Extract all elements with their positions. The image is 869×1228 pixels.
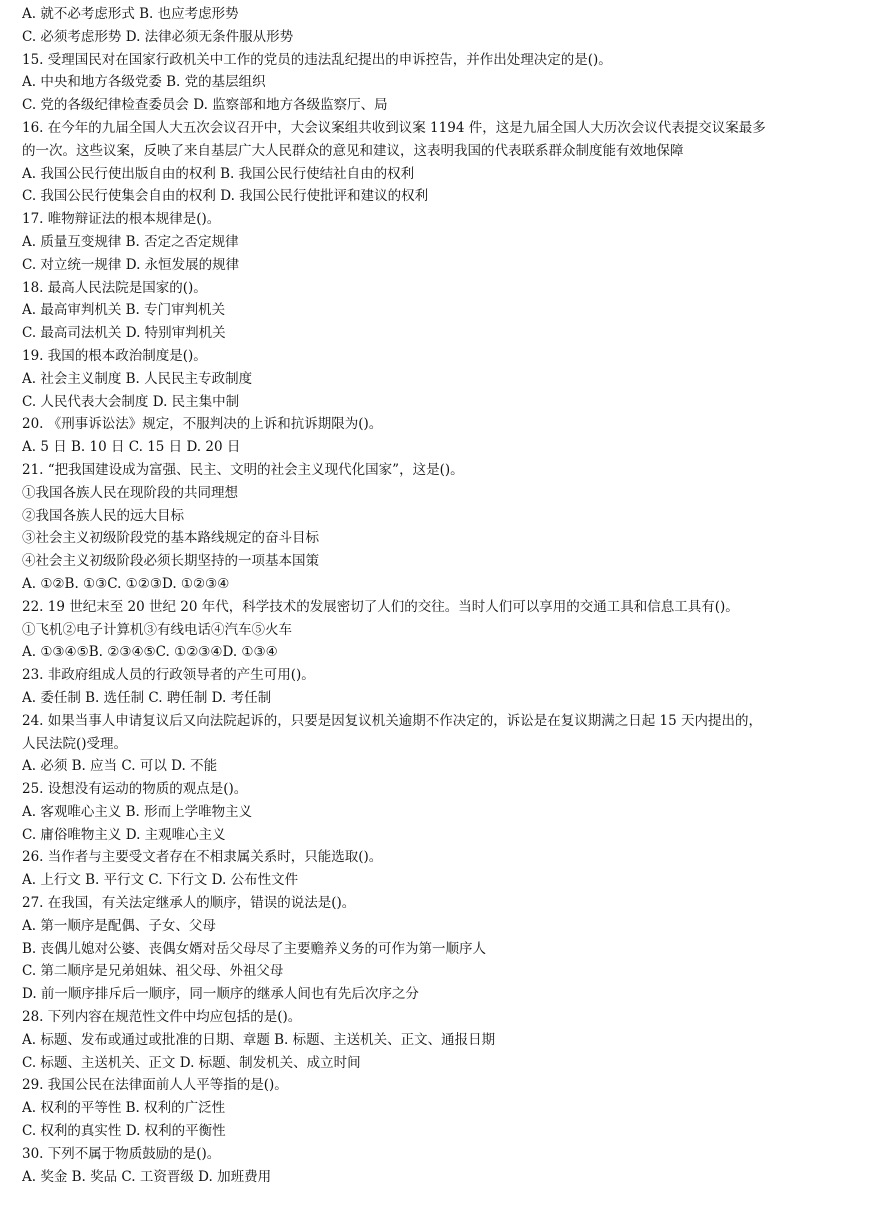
- question-line: 30. 下列不属于物质鼓励的是()。: [22, 1145, 221, 1162]
- statement-item-line: ③社会主义初级阶段党的基本路线规定的奋斗目标: [22, 530, 319, 547]
- answer-option-line: C. 党的各级纪律检查委员会 D. 监察部和地方各级监察厅、局: [22, 97, 388, 114]
- answer-option-line: A. 第一顺序是配偶、子女、父母: [22, 917, 216, 934]
- question-line: 的一次。这些议案，反映了来自基层广大人民群众的意见和建议，这表明我国的代表联系群众制度能有效地保障: [22, 142, 684, 159]
- question-line: 17. 唯物辩证法的根本规律是()。: [22, 211, 221, 228]
- answer-option-line: C. 对立统一规律 D. 永恒发展的规律: [22, 256, 240, 273]
- question-line: 20. 《刑事诉讼法》规定，不服判决的上诉和抗诉期限为()。: [22, 416, 383, 433]
- question-line: 人民法院()受理。: [22, 735, 128, 752]
- answer-option-line: A. ①③④⑤B. ②③④⑤C. ①②③④D. ①③④: [22, 644, 278, 661]
- question-line: 18. 最高人民法院是国家的()。: [22, 279, 207, 296]
- question-line: 25. 设想没有运动的物质的观点是()。: [22, 781, 248, 798]
- question-line: 22. 19 世纪末至 20 世纪 20 年代，科学技术的发展密切了人们的交往。当时人们可以享用的交通工具和信息工具有()。: [22, 598, 739, 615]
- answer-option-line: A. 权利的平等性 B. 权利的广泛性: [22, 1100, 226, 1117]
- statement-item-line: ②我国各族人民的远大目标: [22, 507, 184, 524]
- statement-item-line: ①我国各族人民在现阶段的共同理想: [22, 484, 238, 501]
- answer-option-line: A. 委任制 B. 选任制 C. 聘任制 D. 考任制: [22, 689, 272, 706]
- answer-option-line: C. 我国公民行使集会自由的权利 D. 我国公民行使批评和建议的权利: [22, 188, 429, 205]
- answer-option-line: A. 必须 B. 应当 C. 可以 D. 不能: [22, 758, 218, 775]
- answer-option-line: A. 最高审判机关 B. 专门审判机关: [22, 302, 226, 319]
- question-line: 19. 我国的根本政治制度是()。: [22, 347, 207, 364]
- answer-option-line: A. 5 日 B. 10 日 C. 15 日 D. 20 日: [22, 439, 241, 456]
- answer-option-line: A. 社会主义制度 B. 人民民主专政制度: [22, 370, 253, 387]
- answer-option-line: B. 丧偶儿媳对公婆、丧偶女婿对岳父母尽了主要赡养义务的可作为第一顺序人: [22, 940, 487, 957]
- question-line: 29. 我国公民在法律面前人人平等指的是()。: [22, 1077, 288, 1094]
- answer-option-line: A. 标题、发布或通过或批准的日期、章题 B. 标题、主送机关、正文、通报日期: [22, 1031, 496, 1048]
- question-line: 23. 非政府组成人员的行政领导者的产生可用()。: [22, 667, 315, 684]
- answer-option-line: A. 中央和地方各级党委 B. 党的基层组织: [22, 74, 266, 91]
- question-line: 21. “把我国建设成为富强、民主、文明的社会主义现代化国家”，这是()。: [22, 461, 464, 478]
- answer-option-line: C. 最高司法机关 D. 特别审判机关: [22, 325, 226, 342]
- answer-option-line: A. 奖金 B. 奖品 C. 工资晋级 D. 加班费用: [22, 1168, 272, 1185]
- document-body: [22, 3, 852, 1188]
- answer-option-line: D. 前一顺序排斥后一顺序，同一顺序的继承人间也有先后次序之分: [22, 986, 419, 1003]
- answer-option-line: C. 权利的真实性 D. 权利的平衡性: [22, 1123, 226, 1140]
- answer-option-line: A. 客观唯心主义 B. 形而上学唯物主义: [22, 803, 253, 820]
- question-line: 27. 在我国，有关法定继承人的顺序，错误的说法是()。: [22, 895, 356, 912]
- answer-option-line: A. ①②B. ①③C. ①②③D. ①②③④: [22, 575, 230, 592]
- answer-option-line: A. 上行文 B. 平行文 C. 下行文 D. 公布性文件: [22, 872, 299, 889]
- question-line: 24. 如果当事人申请复议后又向法院起诉的，只要是因复议机关逾期不作决定的，诉讼是在复议期满之日起 15 天内提出的，: [22, 712, 763, 729]
- answer-option-line: A. 质量互变规律 B. 否定之否定规律: [22, 233, 239, 250]
- statement-item-line: ④社会主义初级阶段必须长期坚持的一项基本国策: [22, 553, 319, 570]
- answer-option-line: A. 我国公民行使出版自由的权利 B. 我国公民行使结社自由的权利: [22, 165, 415, 182]
- answer-option-line: C. 庸俗唯物主义 D. 主观唯心主义: [22, 826, 226, 843]
- answer-option-line: A. 就不必考虑形式 B. 也应考虑形势: [22, 6, 239, 22]
- question-line: 16. 在今年的九届全国人大五次会议召开中，大会议案组共收到议案 1194 件，这是九届全国人大历次会议代表提交议案最多: [22, 119, 766, 136]
- statement-item-line: ①飞机②电子计算机③有线电话④汽车⑤火车: [22, 621, 292, 638]
- question-line: 28. 下列内容在规范性文件中均应包括的是()。: [22, 1009, 302, 1026]
- answer-option-line: C. 第二顺序是兄弟姐妹、祖父母、外祖父母: [22, 963, 284, 980]
- answer-option-line: C. 必须考虑形势 D. 法律必须无条件服从形势: [22, 28, 294, 45]
- answer-option-line: C. 人民代表大会制度 D. 民主集中制: [22, 393, 240, 410]
- answer-option-line: C. 标题、主送机关、正文 D. 标题、制发机关、成立时间: [22, 1054, 361, 1071]
- question-line: 15. 受理国民对在国家行政机关中工作的党员的违法乱纪提出的申诉控告，并作出处理决定的是()。: [22, 51, 612, 68]
- question-line: 26. 当作者与主要受文者存在不相隶属关系时，只能选取()。: [22, 849, 383, 866]
